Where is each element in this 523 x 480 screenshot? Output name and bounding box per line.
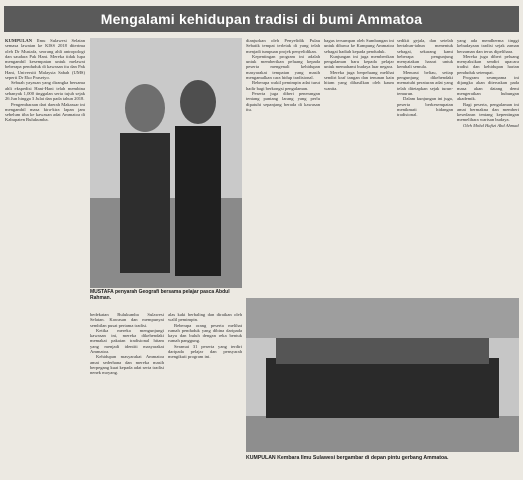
paragraph: Bagi peserta, pengalaman ini amat bermakna dan memberi kesedaran tentang kepentingan memelihara warisan budaya. — [457, 101, 519, 123]
article-column-3 — [168, 312, 242, 478]
headline-bar — [4, 6, 519, 32]
lede: KUMPULAN — [5, 38, 33, 43]
paragraph: Ilmu Sulawesi Selatan semasa lawatan ke KISS 2018 diterima oleh Dr Mustafa, seorang ahli antropologi dan saudara Pak Hani. Mereka tidak lupa mengambil kesempatan untuk melawat beberapa penduduk di kawasan itu dan Pak Hani, Universiti Malaysia Sabah (UMS) seperti Dr Eko Prasetyo. — [5, 38, 85, 81]
paragraph: bagus tersumpan oleh Sumbangan ini untuk dibawa ke Kampung Ammatoa sebagai hadiah kepada penduduk. — [324, 38, 394, 54]
paragraph: bedekatan Bulukumba Sulawesi Selatan. Kawasan dan mempunyai sembilan pusat pertama tradisi. — [90, 312, 164, 328]
group-photo — [246, 298, 519, 452]
paragraph: Sebuah yayasan yang dirangka bersama ahli ekspedisi Hani-Hani telah membina sebanyak 1,000 tinggalan serta tujuh sejak 26 Jun hingga 3 Julai dan pada tahun 2018. — [5, 80, 85, 102]
paragraph: Mereka juga diberi peluang menyaksikan sendiri upacara tradisi dan kehidupan harian penduduk setempat. — [457, 53, 519, 75]
paragraph: alas kaki berbaling dan diraikan oleh walil pemimpin. — [168, 312, 242, 323]
photo-caption: KUMPULAN Kembara Ilmu Sulawesi bergambar di depan pintu gerbang Ammatoa. — [246, 455, 449, 461]
paragraph: yang ada mendherma tinggi kebudayaan tradisi sejak zaman berzaman dan terus dipelihara. — [457, 38, 519, 54]
paragraph: Dalam kunjungan ini juga, peserta berkesempatan menikmati hidangan tradisional. — [397, 96, 453, 118]
paragraph: Kehidupan masyarakat Ammatoa amat sederhana dan mereka masih berpegang kuat kepada adat serta tradisi nenek moyang. — [90, 354, 164, 376]
article-column-4 — [246, 38, 320, 294]
paragraph: Mereka juga berpeluang melihat sendiri kraf tangan dan tenunan kain hitam yang dihasilkan oleh kaum wanita. — [324, 69, 394, 91]
byline: Oleh Mohd Hafizi Abd Ahmad — [463, 122, 519, 128]
paragraph: Beberapa wakil pemimpin adat turut hadir bagi berkongsi pengalaman. — [246, 80, 320, 91]
headline: Mengalami kehidupan tradisi di bumi Ammatoa — [100, 11, 423, 27]
paragraph: Kunjungan ini juga memberikan pengalaman baru kepada pelajar untuk memahami budaya luar negara. — [324, 53, 394, 70]
paragraph: Seramai 31 peserta yang terdiri daripada pelajar dan pensyarah mengikuti program ini. — [168, 343, 242, 360]
paragraph: Program seumpama ini dijangka akan diteruskan pada masa akan datang demi mengeratkan hubungan akademik. — [457, 75, 519, 102]
paragraph: Pengembaraan dari daerah Makassar ini mengambil masa kira-kira lapan jam sebelum tiba ke kawasan adat Ammatoa di Kabupaten Bulukumba. — [5, 101, 85, 123]
paragraph: dianjurkan oleh Penyelidik Pulau Sebatik tempat terletak di yang telah menjadi tumpuan projek penyelidikan. — [246, 38, 320, 54]
article-column-2 — [90, 312, 164, 478]
paragraph: Menurut beliau, setiap pengunjung dikehendaki mematuhi peraturan adat yang telah ditetapkan sejak turun-temurun. — [397, 69, 453, 96]
photo-caption: MUSTAFA penyarah Geografi bersama pelajar pasca Abdul Rahman. — [90, 289, 230, 301]
article-column-5 — [324, 38, 394, 294]
article-column-1 — [5, 38, 85, 478]
portrait-photo — [90, 38, 242, 288]
paragraph: Peserta juga diberi penerangan tentang pantang larang yang perlu dipatuhi sepanjang berada di kawasan itu. — [246, 90, 320, 112]
paragraph: Beberapa orang peserta melihat rumah penduduk yang dibina daripada kayu dan buluh dengan reka bentuk rumah panggung. — [168, 322, 242, 344]
paragraph: Ketika mereka mengunjungi kawasan ini, mereka dikehendaki memakai pakaian tradisional hitam yang menjadi identiti masyarakat Ammatoa. — [90, 327, 164, 355]
article-column-6 — [397, 38, 453, 294]
paragraph: sedikit gejala, dan setelah bertahun-tahun menentuk sebagai, sekarang kami beberapa pengunjung menyatakan hasrat untuk kembali semula. — [397, 38, 453, 70]
paragraph: Kepentingan program ini adalah untuk memberikan peluang kepada peserta mengenali kehidupan masyarakat tempatan yang masih mengamalkan cara hidup tradisional. — [246, 53, 320, 81]
